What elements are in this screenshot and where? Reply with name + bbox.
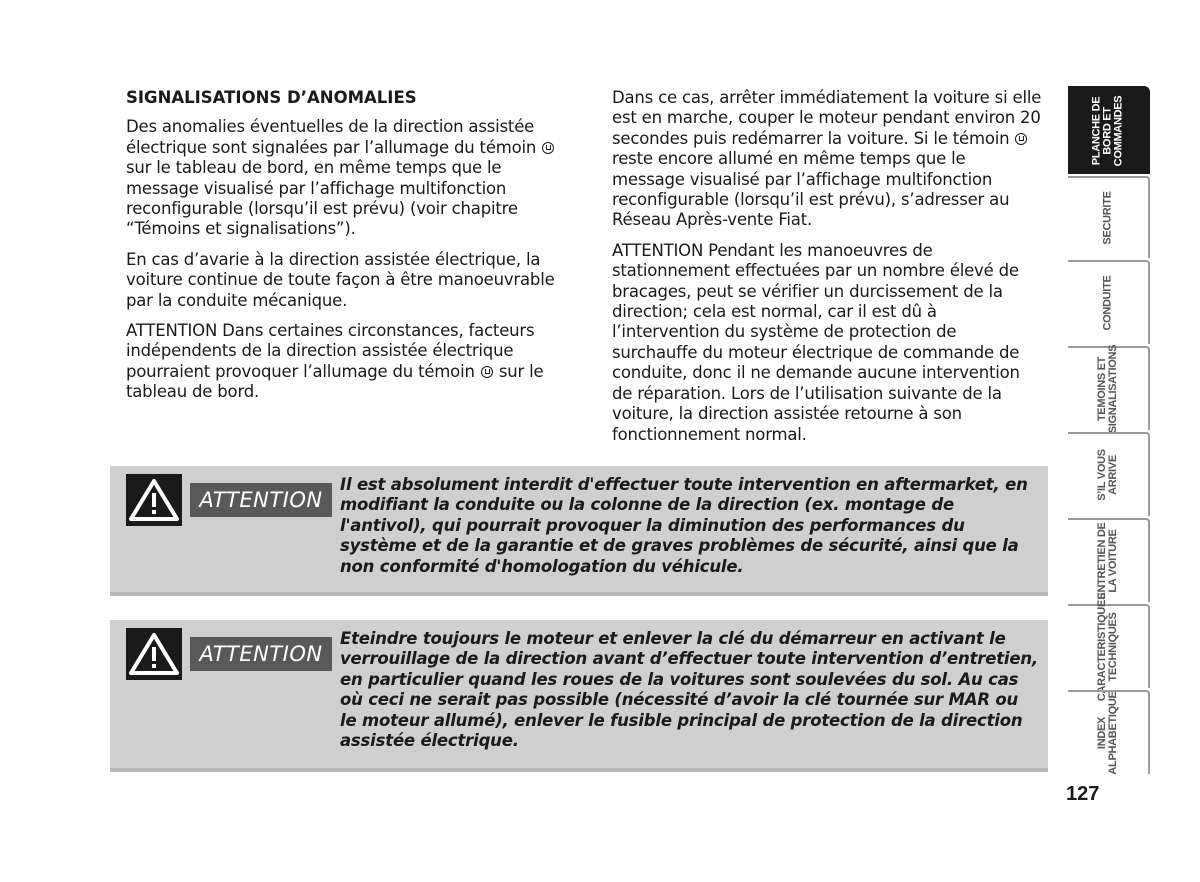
tab-label: CARACTERISTIQUES TECHNIQUES	[1096, 592, 1119, 702]
section-heading: SIGNALISATIONS D’ANOMALIES	[126, 88, 417, 107]
tab-label: SECURITE	[1101, 191, 1114, 245]
paragraph-text: sur le tableau de bord.	[126, 361, 544, 402]
warning-triangle-icon	[126, 474, 182, 526]
warning-box-shadow	[110, 592, 1048, 596]
paragraph-stop-car	[612, 88, 1042, 231]
tab-label: PLANCHE DE BORD ET COMMANDES	[1090, 95, 1125, 167]
warning-text: Eteindre toujours le moteur et enlever la clé du démarreur en activant le verrouillage de la direction avant d’effectuer toute intervention d’entretien, en particulier quand les roues de la voitures sont soulevées du sol. Au cas où ceci ne serait pas possible (nécessité d’avoir la clé tournée sur MAR ou le moteur allumé), enlever le fusible principal de protection de la direction assistée électrique.	[340, 629, 1038, 751]
tab-label: CONDUITE	[1101, 275, 1114, 331]
tab-caracteristiques[interactable]	[1068, 592, 1150, 702]
attention-badge: ATTENTION	[190, 637, 332, 671]
warning-triangle-icon	[126, 628, 182, 680]
paragraph-text: Des anomalies éventuelles de la direction assistée électrique sont signalées par l’allumage du témoin	[126, 117, 537, 157]
right-column	[612, 88, 1042, 455]
paragraph-attention	[126, 321, 562, 403]
paragraph-text: reste encore allumé en même temps que le message visualisé par l’affichage multifonction reconfigurable (lorsqu’il est prévu), s’adresser au Réseau Après-vente Fiat.	[612, 149, 1010, 230]
warning-box-shadow	[110, 768, 1048, 772]
paragraph-parking-attention: ATTENTION Pendant les manoeuvres de stationnement effectuées par un nombre élevé de bracages, peut se vérifier un durcissement de la direction; cela est normal, car il est dû à l’intervention du système de protection de surchauffe du moteur électrique de commande de conduite, donc il ne demande aucune intervention de réparation. Lors de l’utilisation suivante de la voiture, la direction assistée retourne à son fonctionnement normal.	[612, 240, 1020, 444]
tab-label: ENTRETIEN DE LA VOITURE	[1096, 522, 1119, 600]
paragraph-failure: En cas d’avarie à la direction assistée électrique, la voiture continue de toute façon à être manoeuvrable par la conduite mécanique.	[126, 249, 555, 310]
tab-entretien[interactable]	[1068, 518, 1150, 602]
paragraph-text: ATTENTION Dans certaines circonstances, facteurs indépendents de la direction assistée électrique pourraient provoquer l’allumage du témoin	[126, 321, 535, 381]
page-number: 127	[1066, 783, 1100, 805]
left-column	[126, 88, 562, 413]
warning-box	[110, 466, 1048, 596]
warning-box	[110, 620, 1048, 772]
steering-warning-icon	[481, 366, 493, 378]
tab-label: INDEX ALPHABETIQUE	[1096, 691, 1119, 775]
tab-conduite[interactable]	[1068, 260, 1150, 344]
tab-label: TEMOINS ET SIGNALISATIONS	[1096, 344, 1119, 434]
attention-badge: ATTENTION	[190, 483, 332, 517]
tab-temoins[interactable]	[1068, 344, 1150, 434]
tab-planche-de-bord[interactable]	[1068, 86, 1150, 174]
paragraph-text: sur le tableau de bord, en même temps que le message visualisé par l’affichage multifonction reconfigurable (lorsqu’il est prévu) (voir chapitre “Témoins et signalisations”).	[126, 158, 518, 239]
paragraph-text: Dans ce cas, arrêter immédiatement la voiture si elle est en marche, couper le moteur pendant environ 20 secondes puis redémarrer la voiture. Si le témoin	[612, 88, 1042, 148]
tab-sil-vous-arrive[interactable]	[1068, 432, 1150, 516]
steering-warning-icon	[542, 142, 554, 154]
tab-index[interactable]	[1068, 690, 1150, 774]
steering-warning-icon	[1015, 133, 1027, 145]
tab-label: S’IL VOUS ARRIVE	[1096, 449, 1119, 501]
tab-securite[interactable]	[1068, 176, 1150, 258]
warning-text: Il est absolument interdit d'effectuer toute intervention en aftermarket, en modifiant la conduite ou la colonne de la direction (ex. montage de l'antivol), qui pourrait provoquer la diminution des performances du système et de la garantie et de graves problèmes de sécurité, ainsi que la non conformité d'homologation du véhicule.	[340, 475, 1028, 576]
paragraph-anomaly-signal	[126, 117, 562, 239]
